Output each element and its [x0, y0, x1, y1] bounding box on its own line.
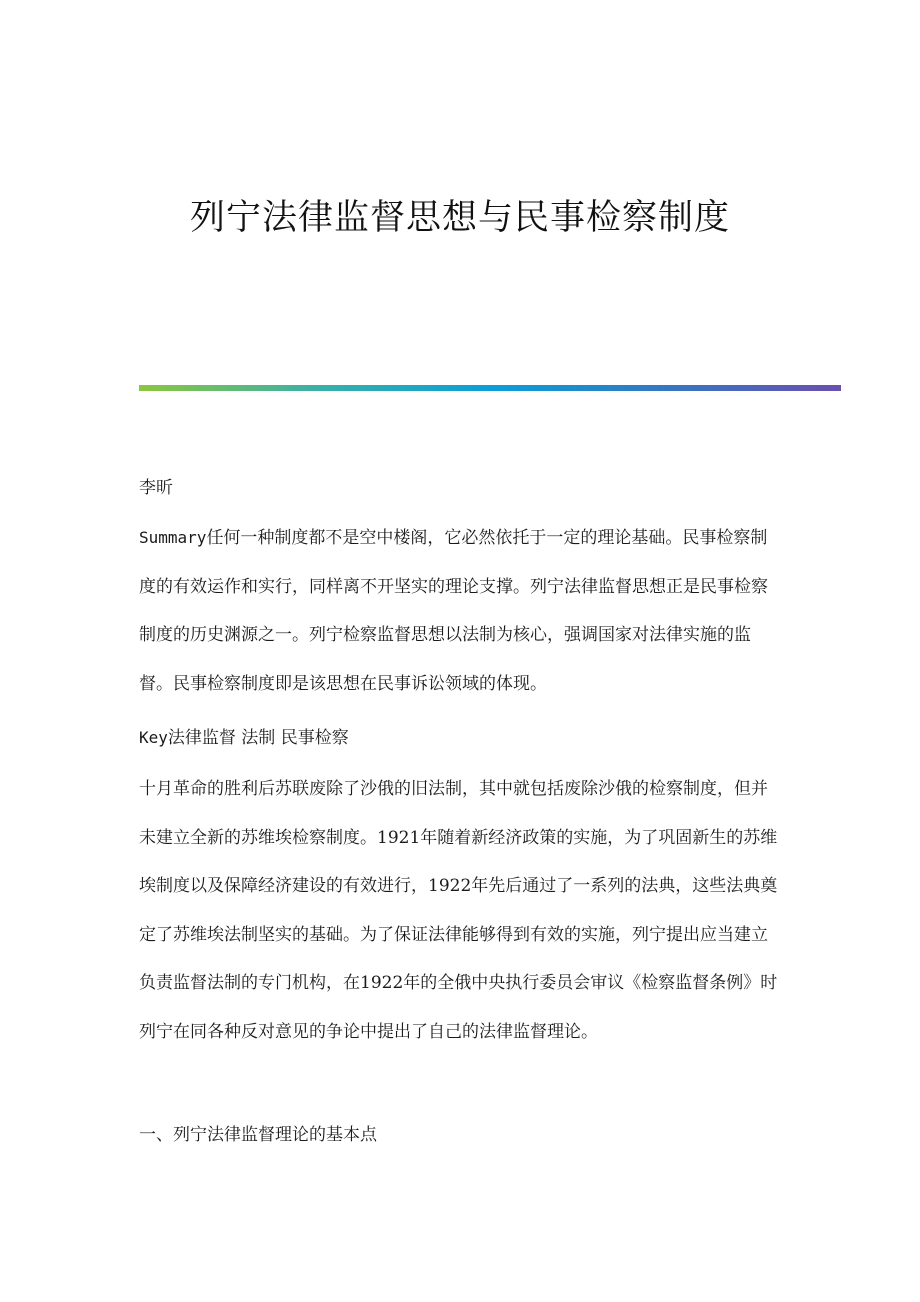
section-heading: 一、列宁法律监督理论的基本点	[139, 1125, 377, 1145]
page-title: 列宁法律监督思想与民事检察制度	[189, 198, 730, 238]
title-divider	[139, 385, 841, 391]
summary-text: 任何一种制度都不是空中楼阁，它必然依托于一定的理论基础。民事检察制度的有效运作和实行，同样离不开坚实的理论支撑。列宁法律监督思想正是民事检察制度的历史渊源之一。列宁检察监督思想以法制为核心，强调国家对法律实施的监督。民事检察制度即是该思想在民事诉讼领域的体现。	[139, 528, 768, 694]
keywords-line	[139, 714, 779, 763]
author-name: 李昕	[139, 478, 173, 498]
keywords-text: 法律监督 法制 民事检察	[167, 728, 349, 748]
keywords-label: Key	[139, 728, 168, 747]
summary-label: Summary	[139, 528, 207, 547]
body-paragraph: 十月革命的胜利后苏联废除了沙俄的旧法制，其中就包括废除沙俄的检察制度，但并未建立全新的苏维埃检察制度。1921年随着新经济政策的实施，为了巩固新生的苏维埃制度以及保障经济建设的有效进行，1922年先后通过了一系列的法典，这些法典奠定了苏维埃法制坚实的基础。为了保证法律能够得到有效的实施，列宁提出应当建立负责监督法制的专门机构，在1922年的全俄中央执行委员会审议《检察监督条例》时列宁在同各种反对意见的争论中提出了自己的法律监督理论。	[139, 779, 778, 1042]
summary-paragraph	[139, 514, 779, 708]
